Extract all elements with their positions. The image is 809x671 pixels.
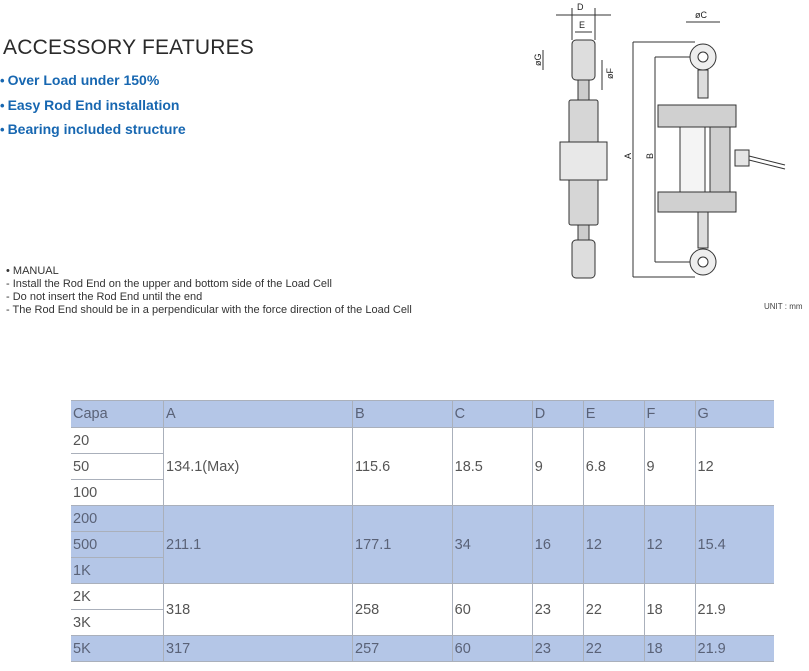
feature-list: [0, 68, 186, 142]
label-f: øF: [605, 68, 615, 79]
cell-e: 6.8: [583, 428, 644, 506]
cell-c: 34: [452, 506, 532, 584]
cell-a: 317: [164, 636, 353, 662]
cell-a: 134.1(Max): [164, 428, 353, 506]
label-d: D: [577, 2, 584, 12]
cell-f: 18: [644, 636, 695, 662]
manual-line: - Do not insert the Rod End until the end: [6, 291, 203, 303]
col-header-f: F: [644, 401, 695, 428]
cell-b: 177.1: [353, 506, 453, 584]
cell-bottom-arm: [658, 192, 736, 212]
feature-label: Over Load under 150%: [7, 72, 160, 88]
capa-cell: 100: [71, 480, 164, 506]
cell-c: 60: [452, 584, 532, 636]
section-title: ACCESSORY FEATURES: [3, 36, 254, 59]
cell-side-center: [560, 142, 607, 180]
label-a: A: [623, 152, 633, 159]
capa-cell: 200: [71, 506, 164, 532]
cell-d: 23: [532, 636, 583, 662]
label-b: B: [645, 152, 655, 159]
eye-top-hole: [698, 52, 708, 62]
cell-e: 22: [583, 636, 644, 662]
unit-note: UNIT : mm: [764, 302, 803, 311]
col-header-c: C: [452, 401, 532, 428]
capa-cell: 3K: [71, 610, 164, 636]
load-cell-drawing: [520, 0, 809, 290]
cell-a: 318: [164, 584, 353, 636]
cell-e: 22: [583, 584, 644, 636]
cell-d: 9: [532, 428, 583, 506]
cell-c: 18.5: [452, 428, 532, 506]
table-header-row: [71, 401, 774, 428]
table-row: [71, 428, 774, 454]
bullet-icon: •: [0, 73, 5, 88]
cell-f: 18: [644, 584, 695, 636]
feature-item: [0, 68, 186, 93]
manual-notes: [6, 265, 412, 317]
feature-label: Easy Rod End installation: [7, 96, 180, 113]
label-g: øG: [533, 53, 543, 66]
col-header-d: D: [532, 401, 583, 428]
cell-g: 12: [695, 428, 774, 506]
manual-line: - The Rod End should be in a perpendicular with the force direction of the Load Cell: [6, 304, 412, 316]
rod-end-bottom: [572, 240, 595, 278]
rod-end-top: [572, 40, 595, 80]
cell-web: [710, 127, 730, 192]
cell-b: 257: [353, 636, 453, 662]
spec-table: [71, 400, 774, 662]
col-header-g: G: [695, 401, 774, 428]
cell-a: 211.1: [164, 506, 353, 584]
bullet-icon: •: [0, 122, 5, 137]
col-header-e: E: [583, 401, 644, 428]
capa-cell: 500: [71, 532, 164, 558]
front-rod-top: [698, 70, 708, 98]
rod-top: [578, 80, 589, 100]
cell-b: 258: [353, 584, 453, 636]
capa-cell: 5K: [71, 636, 164, 662]
manual-heading: • MANUAL: [6, 265, 59, 277]
col-header-b: B: [353, 401, 453, 428]
cell-f: 9: [644, 428, 695, 506]
col-header-capa: Capa: [71, 401, 164, 428]
table-row: [71, 636, 774, 662]
capa-cell: 50: [71, 454, 164, 480]
capa-cell: 2K: [71, 584, 164, 610]
feature-item: [0, 93, 186, 118]
cell-b: 115.6: [353, 428, 453, 506]
capa-cell: 1K: [71, 558, 164, 584]
capa-cell: 20: [71, 428, 164, 454]
eye-bottom-hole: [698, 257, 708, 267]
cable: [749, 160, 785, 169]
cell-d: 16: [532, 506, 583, 584]
feature-item: [0, 117, 186, 142]
manual-line: - Install the Rod End on the upper and bottom side of the Load Cell: [6, 278, 332, 290]
cell-g: 21.9: [695, 636, 774, 662]
front-rod-bottom: [698, 212, 708, 248]
cell-top-arm: [658, 105, 736, 127]
cell-e: 12: [583, 506, 644, 584]
cable: [749, 156, 785, 165]
table-row: [71, 506, 774, 532]
connector: [735, 150, 749, 166]
cell-slot: [680, 127, 705, 192]
label-e: E: [579, 20, 586, 30]
table-row: [71, 584, 774, 610]
feature-label: Bearing included structure: [7, 121, 186, 137]
col-header-a: A: [164, 401, 353, 428]
label-c: øC: [695, 10, 707, 20]
cell-g: 21.9: [695, 584, 774, 636]
bullet-icon: •: [0, 97, 5, 113]
cell-g: 15.4: [695, 506, 774, 584]
cell-d: 23: [532, 584, 583, 636]
cell-c: 60: [452, 636, 532, 662]
cell-f: 12: [644, 506, 695, 584]
